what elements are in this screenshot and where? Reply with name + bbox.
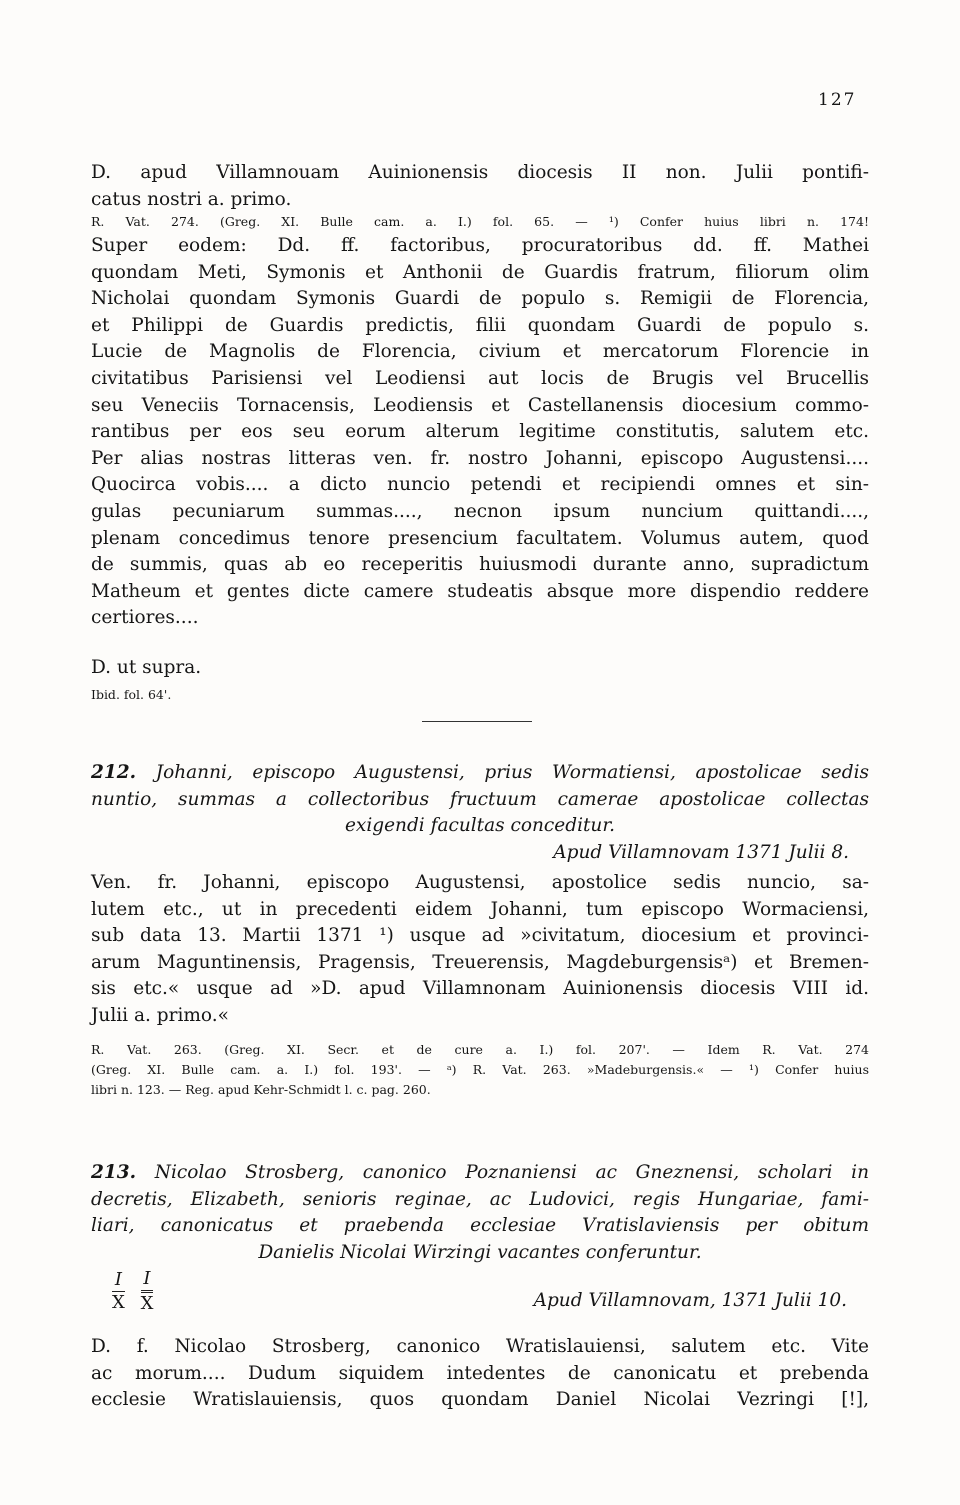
entry-number: 212.: [91, 762, 137, 783]
text-line: certiores....: [91, 607, 199, 629]
text-line: civitatibus Parisiensi vel Leodiensi aut locis de Brugis vel Brucellis: [91, 367, 869, 389]
fraction-left: $\frac{I}{X}$: [112, 1269, 125, 1313]
section-divider: [422, 721, 532, 722]
text-line: Super eodem: Dd. ff. factoribus, procuratoribus dd. ff. Mathei: [91, 235, 869, 256]
text-line: D. apud Villamnouam Auinionensis diocesis II non. Julii pontifi-: [91, 162, 869, 183]
entry-212-heading: [91, 760, 869, 866]
heading-line: liari, canonicatus et praebenda ecclesiae Vratislaviensis per obitum: [91, 1215, 869, 1236]
entry-212-body: [91, 870, 869, 1030]
text-line: sub data 13. Martii 1371 ¹) usque ad »civitatum, diocesium et provinci-: [91, 925, 869, 947]
text-line: catus nostri a. primo.: [91, 188, 292, 210]
note-line: (Greg. XI. Bulle cam. a. I.) fol. 193'. — ᵃ) R. Vat. 263. »Madeburgensis.« — ¹) Confer huius: [91, 1062, 869, 1077]
ibid-note: [91, 685, 869, 705]
text-line: Lucie de Magnolis de Florencia, civium et mercatorum Florencie in: [91, 341, 869, 363]
text-line: Matheum et gentes dicte camere studeatis absque more dispendio reddere: [91, 580, 869, 602]
note-line: R. Vat. 263. (Greg. XI. Secr. et de cure a. I.) fol. 207'. — Idem R. Vat. 274: [91, 1042, 869, 1057]
text-line: Nicholai quondam Symonis Guardi de populo s. Remigii de Florencia,: [91, 288, 869, 310]
closing-line: D. ut supra.: [91, 657, 202, 678]
heading-line: Nicolao Strosberg, canonico Poznaniensi ac Gneznensi, scholari in: [154, 1162, 869, 1183]
closing: [91, 655, 869, 682]
ibid-line: Ibid. fol. 64'.: [91, 687, 172, 702]
place-date: Apud Villamnovam 1371 Julii 8.: [553, 841, 849, 863]
text-line: plenam concedimus tenore presencium facultatem. Volumus autem, quod: [91, 527, 869, 549]
entry-number: 213.: [91, 1162, 137, 1183]
heading-line: nuntio, summas a collectoribus fructuum camerae apostolicae collectas: [91, 788, 869, 810]
entry-212-notes: [91, 1040, 869, 1100]
text-line: Per alias nostras litteras ven. fr. nostro Johanni, episcopo Augustensi....: [91, 447, 869, 469]
heading-line: exigendi facultas conceditur.: [344, 815, 616, 836]
entry-213-body: [91, 1334, 869, 1414]
note-line: libri n. 123. — Reg. apud Kehr-Schmidt l. c. pag. 260.: [91, 1082, 431, 1097]
text-line: Julii a. primo.«: [91, 1004, 229, 1026]
entry-213-heading: [91, 1160, 869, 1266]
text-line: Ven. fr. Johanni, episcopo Augustensi, apostolice sedis nuncio, sa-: [91, 872, 869, 893]
text-line: arum Maguntinensis, Pragensis, Treuerensis, Magdeburgensisᵃ) et Bremen-: [91, 951, 869, 973]
letter-intro: [91, 160, 869, 213]
entry-213-date: [91, 1288, 869, 1315]
text-line: D. f. Nicolao Strosberg, canonico Wratislauiensi, salutem etc. Vite: [91, 1336, 869, 1357]
place-date: Apud Villamnovam, 1371 Julii 10.: [533, 1290, 847, 1311]
text-line: lutem etc., ut in precedenti eidem Johanni, tum episcopo Wormaciensi,: [91, 898, 869, 920]
source-line: R. Vat. 274. (Greg. XI. Bulle cam. a. I.) fol. 65. — ¹) Confer huius libri n. 174!: [91, 214, 869, 229]
text-line: ac morum.... Dudum siquidem intedentes de canonicatu et prebenda: [91, 1362, 869, 1384]
text-line: et Philippi de Guardis predictis, filii quondam Guardi de populo s.: [91, 314, 869, 336]
heading-line: Johanni, episcopo Augustensi, prius Wormatiensi, apostolicae sedis: [155, 762, 869, 783]
heading-line: Danielis Nicolai Wirzingi vacantes conferuntur.: [258, 1241, 702, 1263]
fraction-right: $\frac{I}{X}$: [140, 1268, 154, 1314]
page-number: 127: [818, 90, 857, 110]
heading-line: decretis, Elizabeth, senioris reginae, ac Ludovici, regis Hungariae, fami-: [91, 1188, 869, 1210]
text-line: Quocirca vobis.... a dicto nuncio petendi et recipiendi omnes et sin-: [91, 474, 869, 496]
text-line: de summis, quas ab eo receperitis huiusmodi durante anno, supradictum: [91, 554, 869, 576]
text-line: rantibus per eos seu eorum alterum legitime constitutis, salutem etc.: [91, 421, 869, 443]
text-line: ecclesie Wratislauiensis, quos quondam Daniel Nicolai Vezringi [!],: [91, 1389, 869, 1411]
source-note: [91, 212, 869, 232]
text-line: sis etc.« usque ad »D. apud Villamnonam Auinionensis diocesis VIII id.: [91, 978, 869, 1000]
text-line: quondam Meti, Symonis et Anthonii de Guardis fratrum, filiorum olim: [91, 261, 869, 283]
letter-body: [91, 233, 869, 632]
text-line: gulas pecuniarum summas...., necnon ipsum nuncium quittandi....,: [91, 500, 869, 522]
text-line: seu Veneciis Tornacensis, Leodiensis et Castellanensis diocesium commo-: [91, 394, 869, 416]
